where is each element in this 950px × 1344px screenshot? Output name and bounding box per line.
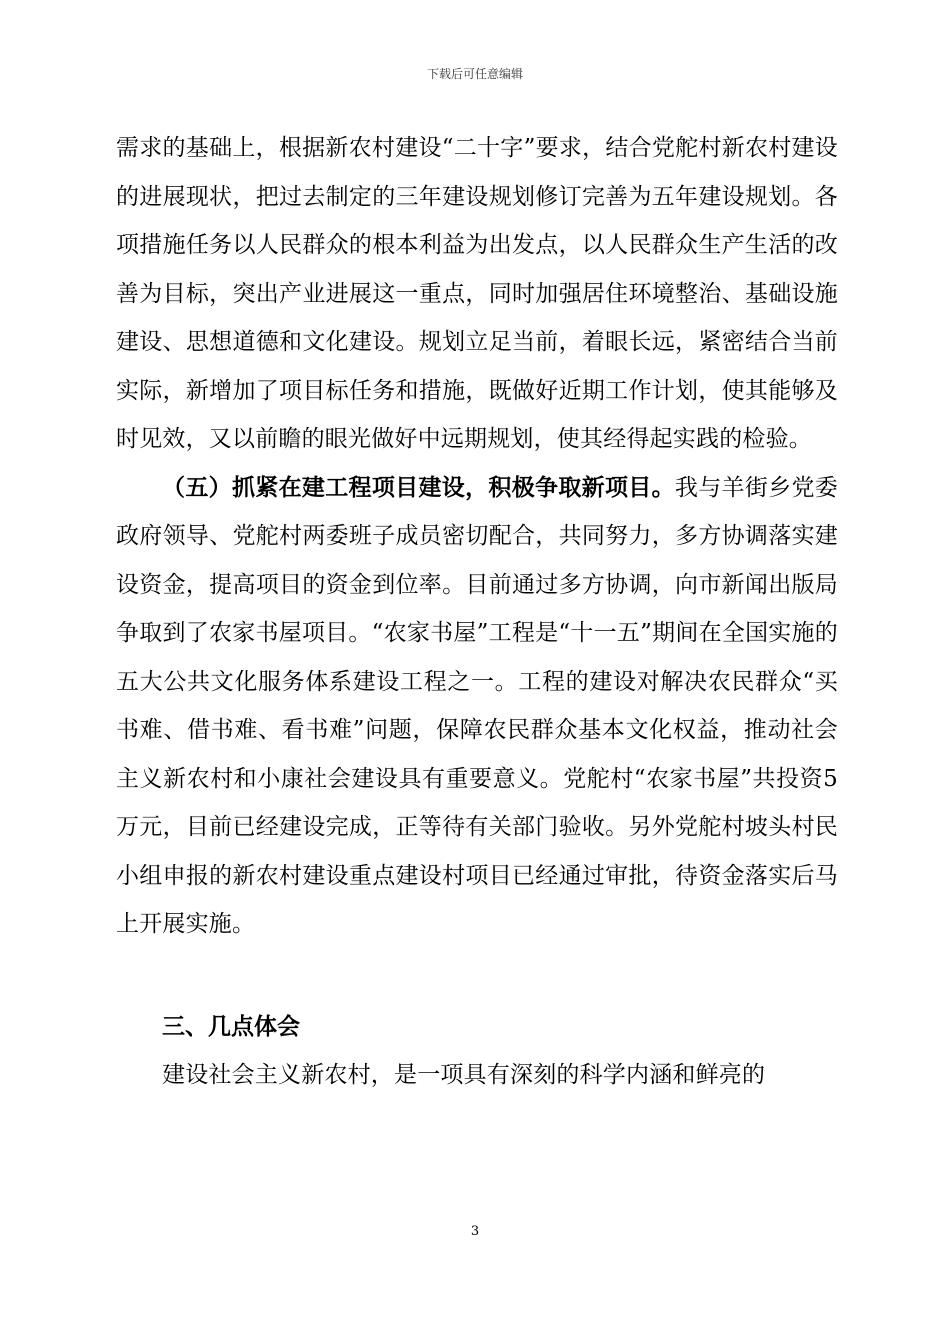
section-five-lead: （五）抓紧在建工程项目建设，积极争取新项目。: [162, 473, 675, 501]
paragraph-continuation: 需求的基础上，根据新农村建设“二十字”要求，结合党舵村新农村建设的进展现状，把过去制定的三年建设规划修订完善为五年建设规划。各项措施任务以人民群众的根本利益为出发点，以人民群众生产生活的改善为目标，突出产业进展这一重点，同时加强居住环境整治、基础设施建设、思想道德和文化建设。规划立足当前，着眼长远，紧密结合当前实际，新增加了项目标任务和措施，既做好近期工作计划，使其能够及时见效，又以前瞻的眼光做好中远期规划，使其经得起实践的检验。: [116, 135, 838, 452]
paragraph-reflections: 建设社会主义新农村，是一项具有深刻的科学内涵和鲜亮的: [162, 1062, 766, 1088]
page-header: 下载后可任意编辑: [426, 67, 523, 81]
paragraph-section-five: [116, 464, 838, 949]
document-body: [116, 124, 838, 1100]
section-five-body: 我与羊街乡党委政府领导、党舵村两委班子成员密切配合，共同努力，多方协调落实建设资金，提高项目的资金到位率。目前通过多方协调，向市新闻出版局争取到了农家书屋项目。“农家书屋”工程是“十一五”期间在全国实施的五大公共文化服务体系建设工程之一。工程的建设对解决农民群众“买书难、借书难、看书难”问题，保障农民群众基本文化权益，推动社会主义新农村和小康社会建设具有重要意义。党舵村“农家书屋”共投资5万元，目前已经建设完成，正等待有关部门验收。另外党舵村坡头村民小组申报的新农村建设重点建设村项目已经通过审批，待资金落实后马上开展实施。: [116, 474, 838, 937]
page-number: 3: [470, 1224, 480, 1239]
section-heading-three: 三、几点体会: [162, 1012, 300, 1040]
